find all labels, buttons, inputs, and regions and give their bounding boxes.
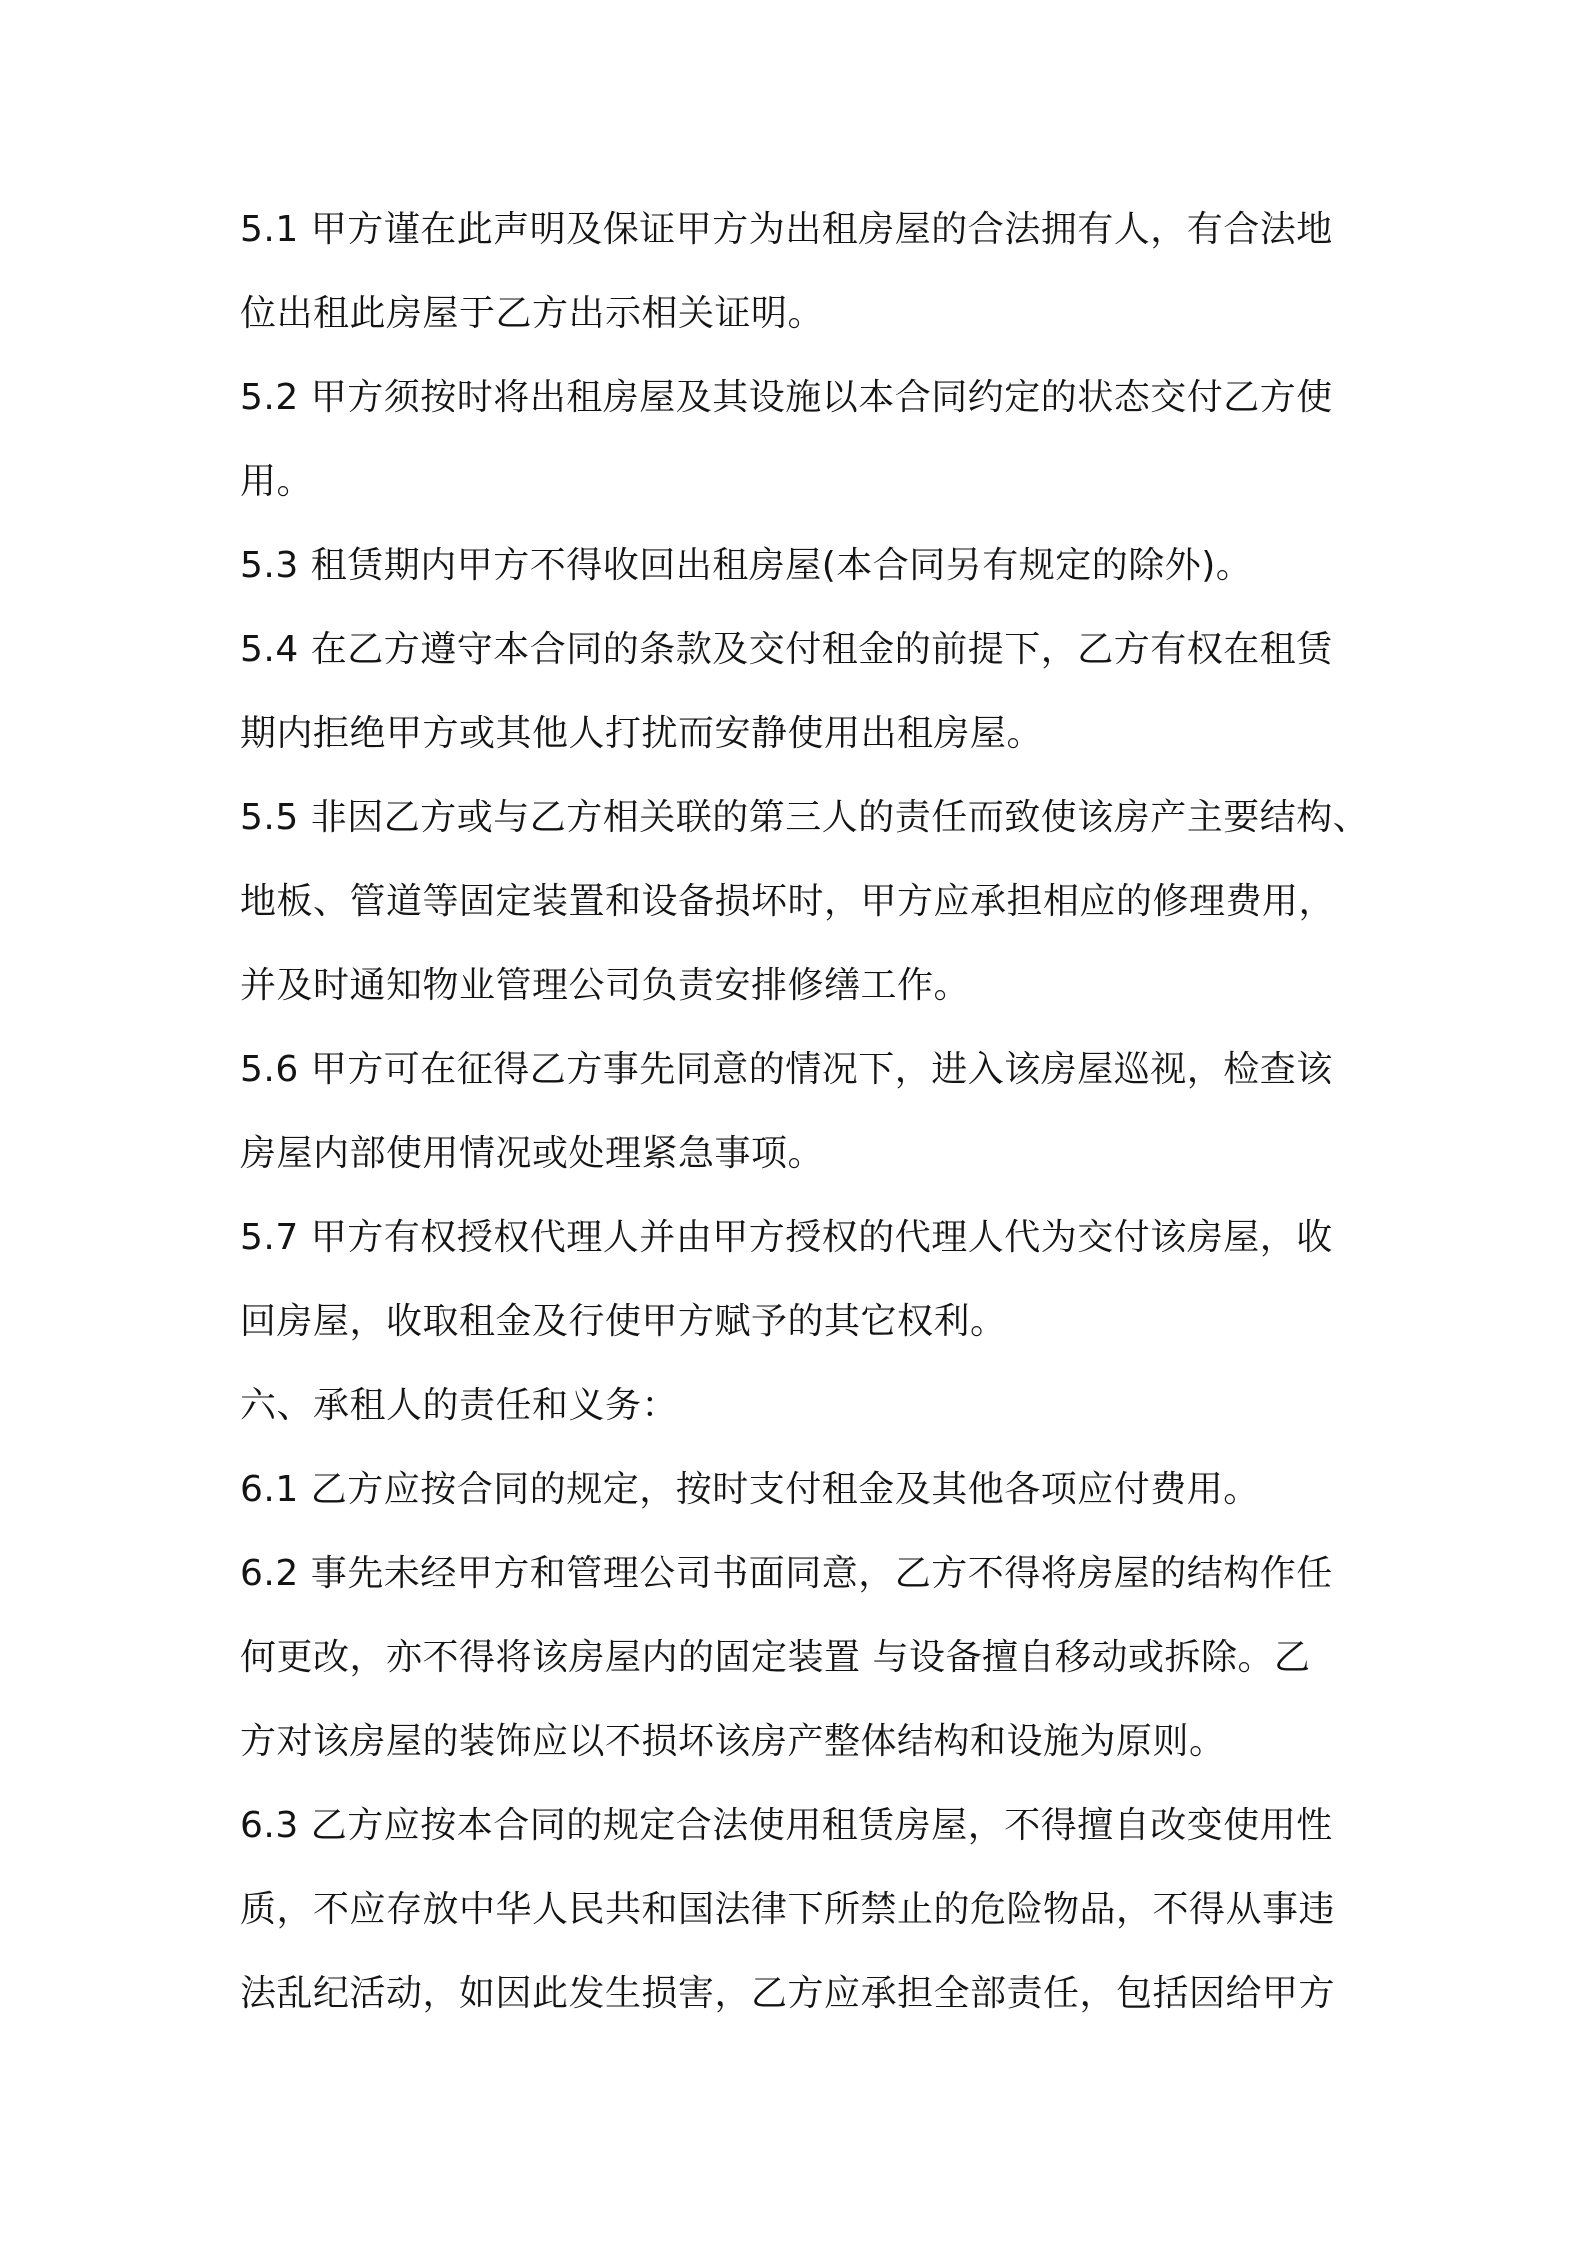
clause-5-5-line-2: 地板、管道等固定装置和设备损坏时，甲方应承担相应的修理费用， xyxy=(240,881,1336,922)
clause-5-2-line-1: 5.2 甲方须按时将出租房屋及其设施以本合同约定的状态交付乙方使 xyxy=(240,377,1333,418)
clause-5-3-line-1: 5.3 租赁期内甲方不得收回出租房屋(本合同另有规定的除外)。 xyxy=(240,545,1253,586)
clause-5-7-line-2: 回房屋，收取租金及行使甲方赋予的其它权利。 xyxy=(240,1301,1007,1342)
clause-6-3-line-2: 质，不应存放中华人民共和国法律下所禁止的危险物品，不得从事违 xyxy=(240,1889,1336,1930)
clause-6-2-line-1: 6.2 事先未经甲方和管理公司书面同意，乙方不得将房屋的结构作任 xyxy=(240,1553,1333,1594)
clause-5-5-line-1: 5.5 非因乙方或与乙方相关联的第三人的责任而致使该房产主要结构、 xyxy=(240,797,1370,838)
clause-5-4-line-2: 期内拒绝甲方或其他人打扰而安静使用出租房屋。 xyxy=(240,713,1044,754)
clause-6-2-line-3: 方对该房屋的装饰应以不损坏该房产整体结构和设施为原则。 xyxy=(240,1721,1226,1762)
clause-5-1-line-2: 位出租此房屋于乙方出示相关证明。 xyxy=(240,293,825,334)
document-body xyxy=(240,200,1400,2048)
clause-6-3-line-3: 法乱纪活动，如因此发生损害，乙方应承担全部责任，包括因给甲方 xyxy=(240,1973,1336,2014)
clause-6-3-line-1: 6.3 乙方应按本合同的规定合法使用租赁房屋，不得擅自改变使用性 xyxy=(240,1805,1333,1846)
clause-5-4-line-1: 5.4 在乙方遵守本合同的条款及交付租金的前提下，乙方有权在租赁 xyxy=(240,629,1333,670)
clause-6-1-line-1: 6.1 乙方应按合同的规定，按时支付租金及其他各项应付费用。 xyxy=(240,1469,1260,1510)
clause-5-2-line-2: 用。 xyxy=(240,461,314,502)
clause-5-5-line-3: 并及时通知物业管理公司负责安排修缮工作。 xyxy=(240,965,971,1006)
clause-5-1-line-1: 5.1 甲方谨在此声明及保证甲方为出租房屋的合法拥有人，有合法地 xyxy=(240,209,1333,250)
section-6-heading: 六、承租人的责任和义务： xyxy=(240,1385,679,1426)
clause-6-2-line-2: 何更改，亦不得将该房屋内的固定装置 与设备擅自移动或拆除。乙 xyxy=(240,1637,1311,1678)
clause-5-7-line-1: 5.7 甲方有权授权代理人并由甲方授权的代理人代为交付该房屋，收 xyxy=(240,1217,1333,1258)
clause-5-6-line-1: 5.6 甲方可在征得乙方事先同意的情况下，进入该房屋巡视，检查该 xyxy=(240,1049,1333,1090)
clause-5-6-line-2: 房屋内部使用情况或处理紧急事项。 xyxy=(240,1133,825,1174)
